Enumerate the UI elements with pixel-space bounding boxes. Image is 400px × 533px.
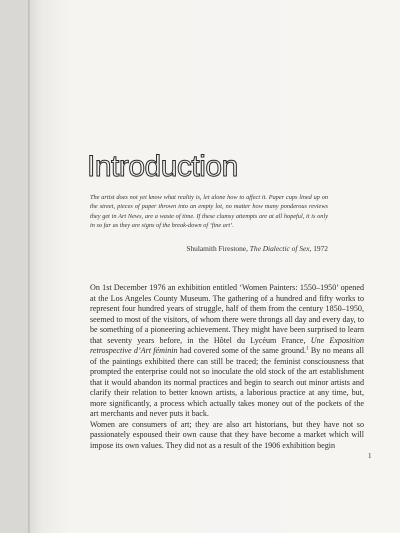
epigraph-work: The Dialectic of Sex, bbox=[249, 244, 312, 253]
paragraph-1-part-c: By no means all of the paintings exhibited there can still be traced; the feminist consciousness that prompted the enterprise could not so inoculate the old stock of the art establishment that it would abandon its normal practices and begin to search out minor artists and clarify their relation to better known artists, a laborious practice at any time, but, more significantly, a process which actually takes money out of the pockets of the art merchants and never puts it back. bbox=[90, 346, 364, 418]
exhibition-title: Une Exposition retrospective d’Art féminin bbox=[90, 335, 364, 355]
book-page bbox=[30, 0, 400, 533]
body-text bbox=[90, 283, 364, 451]
epigraph-author: Shulamith Firestone, bbox=[186, 244, 248, 253]
epigraph-attribution bbox=[90, 244, 328, 253]
paragraph-1-part-b: had covered some of the same ground. bbox=[179, 346, 307, 355]
paragraph-2: Women are consumers of art; they are also art historians, but they have not so passionately espoused their own cause that they have become a market which will impose its own values. They did not as a result of the 1906 exhibition begin bbox=[90, 419, 364, 450]
paragraph-1-part-a: On 1st December 1976 an exhibition entitled ‘Women Painters: 1550–1950’ opened at the Los Angeles County Museum. The gathering of a hundred and fifty works to represent four hundred years of struggle, half of them from the century 1850–1950, seemed to most of the visitors, of whom there were throngs all day and every day, to be something of a pioneering achievement. They might have been surprised to learn that seventy years before, in the Hôtel du Lycéum France, bbox=[90, 283, 364, 345]
footnote-marker: 1 bbox=[306, 346, 309, 352]
chapter-title: Introduction bbox=[87, 150, 238, 183]
epigraph-quote: The artist does not yet know what reality is, let alone how to affect it. Paper cups lined up on the street, pieces of paper thrown into an empty lot, no matter how many ponderous reviews they get in Art News, are a waste of time. If these clumsy attempts are at all hopeful, it is only in so far as they are signs of the break-down of ‘fine art’. bbox=[90, 194, 328, 230]
page-number: 1 bbox=[368, 452, 372, 460]
paragraph-1 bbox=[90, 283, 364, 420]
epigraph-year: 1972 bbox=[313, 244, 328, 253]
